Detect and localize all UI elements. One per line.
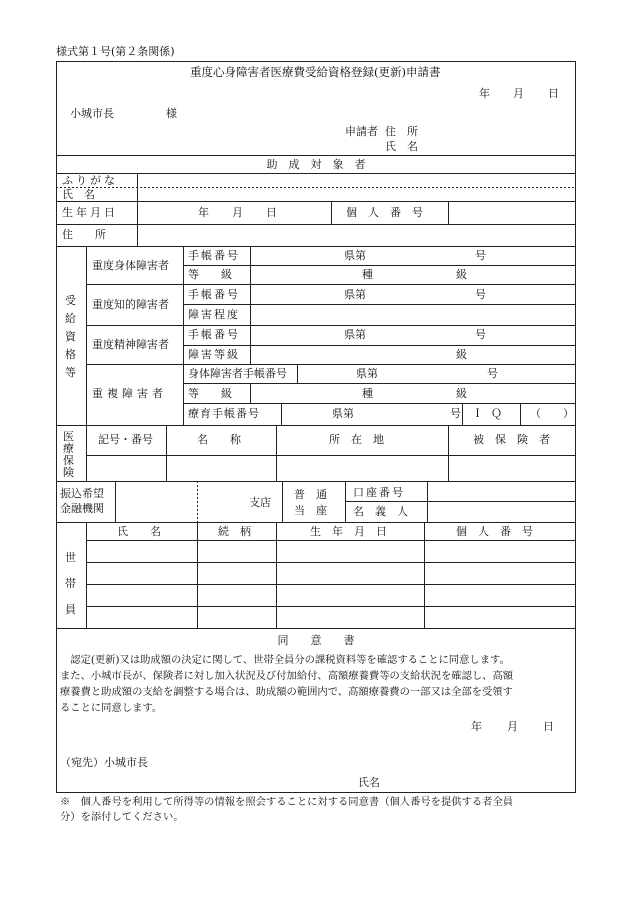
multi-ken2: 県第 [332,407,354,420]
intel-ken: 県第 [344,288,366,301]
mental-kyu: 級 [456,348,467,361]
applicant-address-label: 住 所 [385,125,418,138]
consent-day: 日 [543,720,554,733]
note-line-2: 分）を添付してください。 [60,811,184,823]
multi-label: 重複障害者 [92,387,167,400]
consent-line-2: また、小城市長が、保険者に対し加入状況及び付加給付、高額療養費等の支給状況を確認し、高額 [60,670,514,682]
multi-shu: 種 [362,387,373,400]
consent-line-4: ることに同意します。 [60,702,163,714]
body-ken: 県第 [344,249,366,262]
insurance-col3: 所 在 地 [329,433,384,446]
eligibility-label: 受給資格等 [65,294,76,379]
body-kyu: 級 [456,268,467,281]
form-title: 重度心身障害者医療費受給資格登録(更新)申請書 [190,65,441,79]
intel-go: 号 [475,288,486,301]
multi-r1a: 身体障害者手帳番号 [188,367,287,380]
birth-month: 月 [232,206,243,219]
body-go: 号 [475,249,486,262]
multi-r3a: 療育手帳番号 [188,407,260,420]
jusho-label: 住 所 [62,228,106,241]
consent-shimei: 氏名 [358,776,380,789]
birth-label: 生年月日 [62,206,118,219]
sama-label: 様 [166,107,177,120]
consent-year: 年 [471,720,482,733]
insurance-col2: 名 称 [197,433,241,446]
shimei-label: 氏 名 [62,188,95,201]
intel-r1a: 手帳番号 [188,288,240,301]
bank-branch: 支店 [249,496,271,509]
furigana-label: ふりがな [62,174,118,187]
household-col3: 生 年 月 日 [310,525,387,538]
body-r1a: 手帳番号 [188,249,240,262]
multi-kyu: 級 [456,387,467,400]
top-day: 日 [548,87,559,100]
body-label: 重度身体障害者 [92,259,169,272]
insurance-col1: 記号・番号 [98,433,153,446]
multi-iq: ＩＱ [472,407,510,420]
mental-r2a: 障害等級 [188,348,240,361]
body-shu: 種 [362,268,373,281]
birth-year: 年 [198,206,209,219]
intel-label: 重度知的障害者 [92,298,169,311]
body-r2a: 等 級 [188,268,232,281]
birth-day: 日 [266,206,277,219]
target-header: 助 成 対 象 者 [266,158,366,171]
mayor-label: 小城市長 [70,107,114,120]
insurance-label: 医療保険 [63,430,74,479]
multi-r2a: 等 級 [188,387,232,400]
applicant-label: 申請者 [345,125,378,138]
consent-addressee: （宛先）小城市長 [60,756,148,769]
bank-toza: 当 座 [294,504,327,517]
mental-r1a: 手帳番号 [188,328,240,341]
multi-paren: （ ） [530,407,574,420]
bank-label2: 金融機関 [60,502,104,515]
applicant-name-label: 氏 名 [385,140,418,153]
top-month: 月 [513,87,524,100]
bank-acct: 口座番号 [353,486,405,499]
intel-r2a: 障害程度 [188,308,240,321]
consent-title: 同 意 書 [277,634,355,647]
mental-ken: 県第 [344,328,366,341]
household-col4: 個 人 番 号 [456,525,533,538]
multi-ken: 県第 [356,367,378,380]
insurance-col4: 被 保 険 者 [473,433,550,446]
bank-label1: 振込希望 [60,487,104,500]
household-label: 世帯員 [65,551,76,616]
consent-line-1: 認定(更新)又は助成額の決定に関して、世帯全員分の課税資料等を確認することに同意します。 [60,654,510,666]
multi-go2: 号 [450,407,461,420]
consent-month: 月 [507,720,518,733]
bank-futsu: 普 通 [294,488,327,501]
mental-go: 号 [475,328,486,341]
note-line-1: ※ 個人番号を利用して所得等の情報を照会することに対する同意書（個人番号を提供する者全員 [60,796,514,808]
kojin-label: 個 人 番 号 [346,206,423,219]
household-col1: 氏 名 [117,525,161,538]
consent-line-3: 療養費と助成額の支給を調整する場合は、助成額の範囲内で、高額療養費の一部又は全部を受領す [60,686,513,698]
bank-meigi: 名 義 人 [353,505,408,518]
multi-go: 号 [487,367,498,380]
mental-label: 重度精神障害者 [92,338,169,351]
household-col2: 続 柄 [218,525,251,538]
top-year: 年 [479,87,490,100]
form-label: 様式第１号(第２条関係) [56,45,175,58]
